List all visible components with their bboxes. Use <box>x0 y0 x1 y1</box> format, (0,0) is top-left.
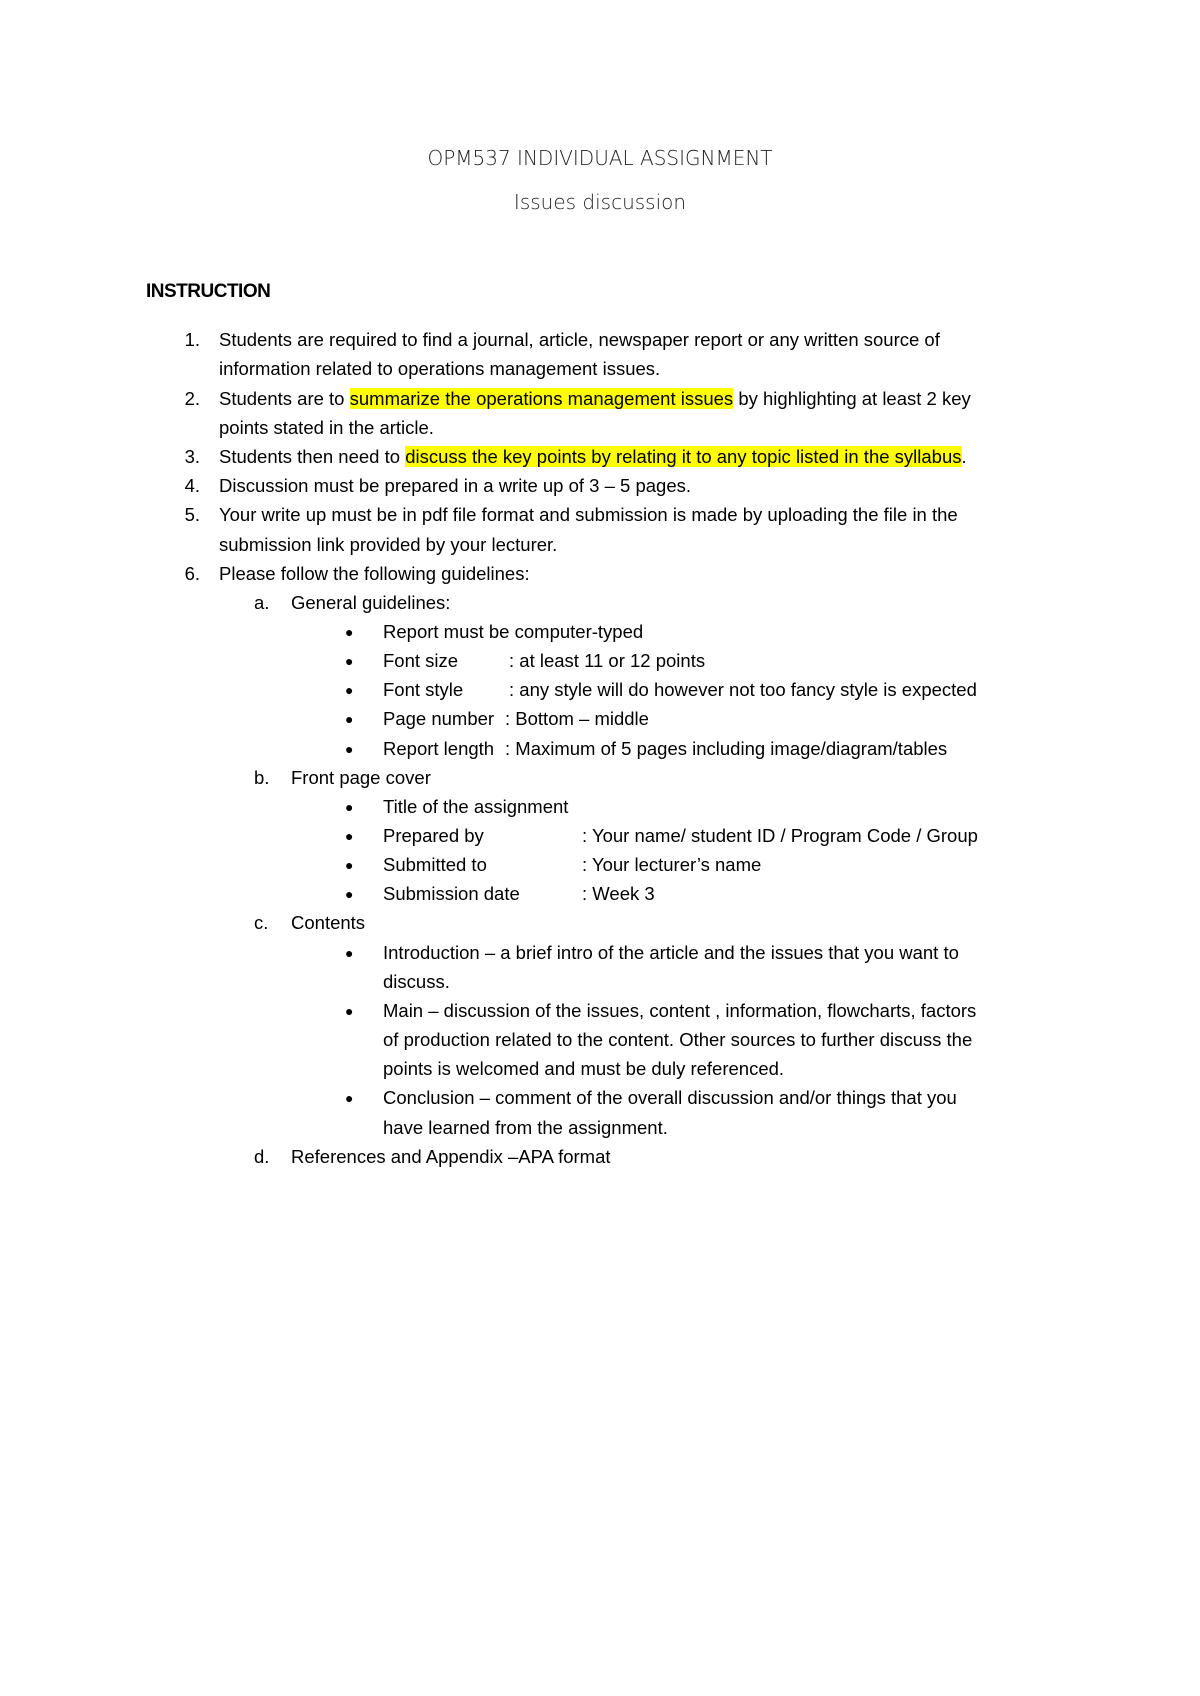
bullet-text: Title of the assignment <box>383 796 569 817</box>
sub-item-label: Contents <box>291 912 366 933</box>
bullet-icon: ● <box>345 682 354 698</box>
bullet-key: Submission date <box>383 883 520 904</box>
bullet-value: : Your lecturer’s name <box>582 854 762 875</box>
bullet-value: : Bottom – middle <box>505 708 649 729</box>
item-text: submission link provided by your lecturer. <box>219 534 558 555</box>
item-text: Students are to summarize the operations management issues by highlighting at least 2 key <box>219 388 971 409</box>
bullet-text: Conclusion – comment of the overall discussion and/or things that you <box>383 1087 957 1108</box>
bullet-icon: ● <box>345 711 354 727</box>
item-number: 4. <box>184 475 200 496</box>
sub-item-letter: d. <box>254 1146 270 1167</box>
bullet-text: Introduction – a brief intro of the article and the issues that you want to <box>383 942 959 963</box>
bullet-icon: ● <box>345 945 354 961</box>
bullet-icon: ● <box>345 799 354 815</box>
document-subtitle: Issues discussion <box>513 190 687 214</box>
item-number: 1. <box>184 329 200 350</box>
bullet-icon: ● <box>345 653 354 669</box>
bullet-icon: ● <box>345 624 354 640</box>
instruction-heading: INSTRUCTION <box>146 281 271 302</box>
bullet-key: Page number <box>383 708 495 729</box>
bullet-icon: ● <box>345 828 354 844</box>
item-text: information related to operations management issues. <box>219 358 661 379</box>
bullet-value: : Your name/ student ID / Program Code / Group <box>582 825 978 846</box>
sub-item-letter: c. <box>254 912 269 933</box>
bullet-key: Prepared by <box>383 825 484 846</box>
bullet-text: Report must be computer-typed <box>383 621 644 642</box>
item-text: Please follow the following guidelines: <box>219 563 530 584</box>
bullet-text: points is welcomed and must be duly referenced. <box>383 1058 785 1079</box>
item-text: points stated in the article. <box>219 417 434 438</box>
bullet-icon: ● <box>345 1003 354 1019</box>
bullet-key: Report length <box>383 738 495 759</box>
sub-item-letter: b. <box>254 767 270 788</box>
highlighted-text: discuss the key points by relating it to any topic listed in the syllabus <box>405 446 962 467</box>
bullet-key: Submitted to <box>383 854 487 875</box>
bullet-value: : Maximum of 5 pages including image/diagram/tables <box>505 738 948 759</box>
item-number: 3. <box>184 446 200 467</box>
item-number: 5. <box>184 504 200 525</box>
item-number: 2. <box>184 388 200 409</box>
bullet-text: have learned from the assignment. <box>383 1117 668 1138</box>
bullet-text: of production related to the content. Other sources to further discuss the <box>383 1029 973 1050</box>
item-number: 6. <box>184 563 200 584</box>
highlighted-text: summarize the operations management issues <box>349 388 734 409</box>
bullet-value: : at least 11 or 12 points <box>509 650 706 671</box>
item-text: Discussion must be prepared in a write up of 3 – 5 pages. <box>219 475 692 496</box>
item-text: Your write up must be in pdf file format and submission is made by uploading the file in the <box>219 504 958 525</box>
sub-item-label: Front page cover <box>291 767 431 788</box>
sub-item-label: General guidelines: <box>291 592 451 613</box>
sub-item-label: References and Appendix –APA format <box>291 1146 611 1167</box>
bullet-icon: ● <box>345 886 354 902</box>
bullet-key: Font style <box>383 679 464 700</box>
bullet-icon: ● <box>345 741 354 757</box>
sub-item-letter: a. <box>254 592 270 613</box>
item-text: Students are required to find a journal, article, newspaper report or any written source of <box>219 329 940 350</box>
bullet-text: Main – discussion of the issues, content , information, flowcharts, factors <box>383 1000 977 1021</box>
bullet-icon: ● <box>345 1090 354 1106</box>
bullet-value: : Week 3 <box>582 883 655 904</box>
bullet-icon: ● <box>345 857 354 873</box>
bullet-value: : any style will do however not too fancy style is expected <box>509 679 977 700</box>
item-text: Students then need to discuss the key points by relating it to any topic listed in the syllabus. <box>219 446 967 467</box>
document-title: OPM537 INDIVIDUAL ASSIGNMENT <box>427 146 773 170</box>
bullet-key: Font size <box>383 650 459 671</box>
bullet-text: discuss. <box>383 971 450 992</box>
